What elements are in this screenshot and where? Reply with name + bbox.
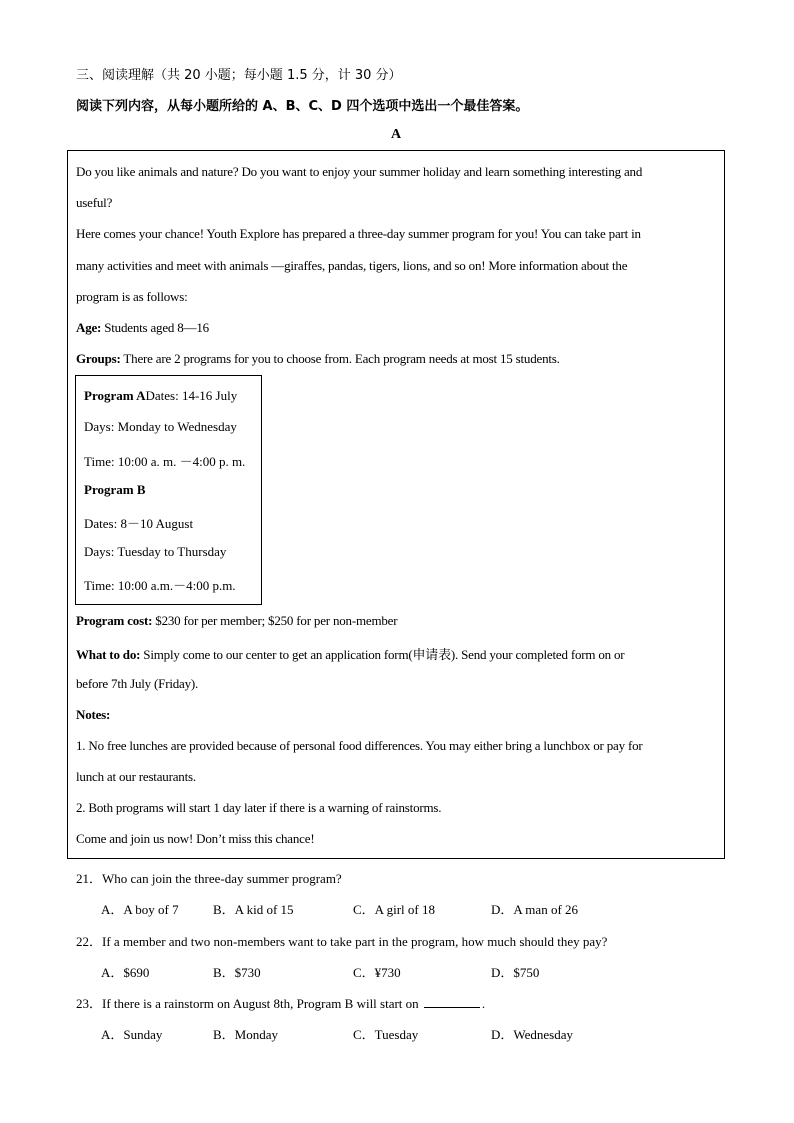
intro-line-2: useful? <box>76 195 113 210</box>
note-2: 2. Both programs will start 1 day later if there is a warning of rainstorms. <box>76 800 442 815</box>
age-row <box>76 320 209 336</box>
age-value: Students aged 8—16 <box>101 320 209 335</box>
q21-option-b[interactable]: B．A kid of 15 <box>213 902 294 917</box>
section-title: 三、阅读理解（共 20 小题；每小题 1.5 分，计 30 分） <box>76 68 402 83</box>
q22-option-a[interactable]: A．$690 <box>101 965 150 980</box>
section-instruction: 阅读下列内容，从每小题所给的 A、B、C、D 四个选项中选出一个最佳答案。 <box>76 99 529 114</box>
closing-line: Come and join us now! Don’t miss this chance! <box>76 831 315 846</box>
intro-line-5: program is as follows: <box>76 289 188 304</box>
program-a-row <box>84 388 237 404</box>
program-b-time: Time: 10:00 a.m.－4:00 p.m. <box>84 578 236 593</box>
answer-blank[interactable] <box>424 996 480 1008</box>
groups-label: Groups: <box>76 351 121 366</box>
question-23 <box>76 993 485 1012</box>
intro-line-1: Do you like animals and nature? Do you want to enjoy your summer holiday and learn something interesting and <box>76 164 643 179</box>
intro-line-4: many activities and meet with animals —giraffes, pandas, tigers, lions, and so on! More information about the <box>76 258 628 273</box>
q21-option-a[interactable]: A．A boy of 7 <box>101 902 179 917</box>
note-1-line-2: lunch at our restaurants. <box>76 769 196 784</box>
question-text: If a member and two non-members want to take part in the program, how much should they pay? <box>102 934 608 949</box>
groups-value: There are 2 programs for you to choose from. Each program needs at most 15 students. <box>120 351 560 366</box>
q23-option-b[interactable]: B．Monday <box>213 1027 279 1042</box>
what-to-do-value: Simply come to our center to get an application form(申请表). Send your completed form on or <box>140 647 625 662</box>
age-label: Age: <box>76 320 102 335</box>
q22-option-d[interactable]: D．$750 <box>491 965 540 980</box>
q21-option-d[interactable]: D．A man of 26 <box>491 902 579 917</box>
program-b-dates: Dates: 8－10 August <box>84 516 194 531</box>
q22-option-b[interactable]: B．$730 <box>213 965 261 980</box>
q23-option-d[interactable]: D．Wednesday <box>491 1027 573 1042</box>
question-22 <box>76 931 607 950</box>
cost-value: $230 for per member; $250 for per non-member <box>152 613 398 628</box>
program-a-time: Time: 10:00 a. m. －4:00 p. m. <box>84 454 246 469</box>
note-1-line-1: 1. No free lunches are provided because of personal food differences. You may either bring a lunchbox or pay for <box>76 738 643 753</box>
intro-line-3: Here comes your chance! Youth Explore has prepared a three-day summer program for you! You can take part in <box>76 226 641 241</box>
question-21 <box>76 868 342 887</box>
question-number: 21． <box>76 871 103 886</box>
question-number: 23． <box>76 996 103 1011</box>
question-text: If there is a rainstorm on August 8th, Program B will start on <box>102 996 419 1011</box>
program-a-title: Program A <box>84 388 146 403</box>
question-text-end: . <box>481 996 486 1011</box>
q23-option-a[interactable]: A．Sunday <box>101 1027 163 1042</box>
passage-label: A <box>391 127 402 142</box>
what-to-do-continued: before 7th July (Friday). <box>76 676 199 691</box>
what-to-do-row <box>76 644 624 663</box>
q22-option-c[interactable]: C．¥730 <box>353 965 401 980</box>
cost-label: Program cost: <box>76 613 153 628</box>
question-text: Who can join the three-day summer program? <box>102 871 342 886</box>
program-b-days: Days: Tuesday to Thursday <box>84 544 227 559</box>
q21-option-c[interactable]: C．A girl of 18 <box>353 902 435 917</box>
what-to-do-label: What to do: <box>76 647 141 662</box>
q23-option-c[interactable]: C．Tuesday <box>353 1027 419 1042</box>
program-b-title: Program B <box>84 482 146 497</box>
notes-label: Notes: <box>76 707 111 722</box>
program-a-dates: Dates: 14-16 July <box>145 388 238 403</box>
question-number: 22． <box>76 934 103 949</box>
groups-row <box>76 351 560 367</box>
cost-row <box>76 613 397 629</box>
program-a-days: Days: Monday to Wednesday <box>84 419 237 434</box>
